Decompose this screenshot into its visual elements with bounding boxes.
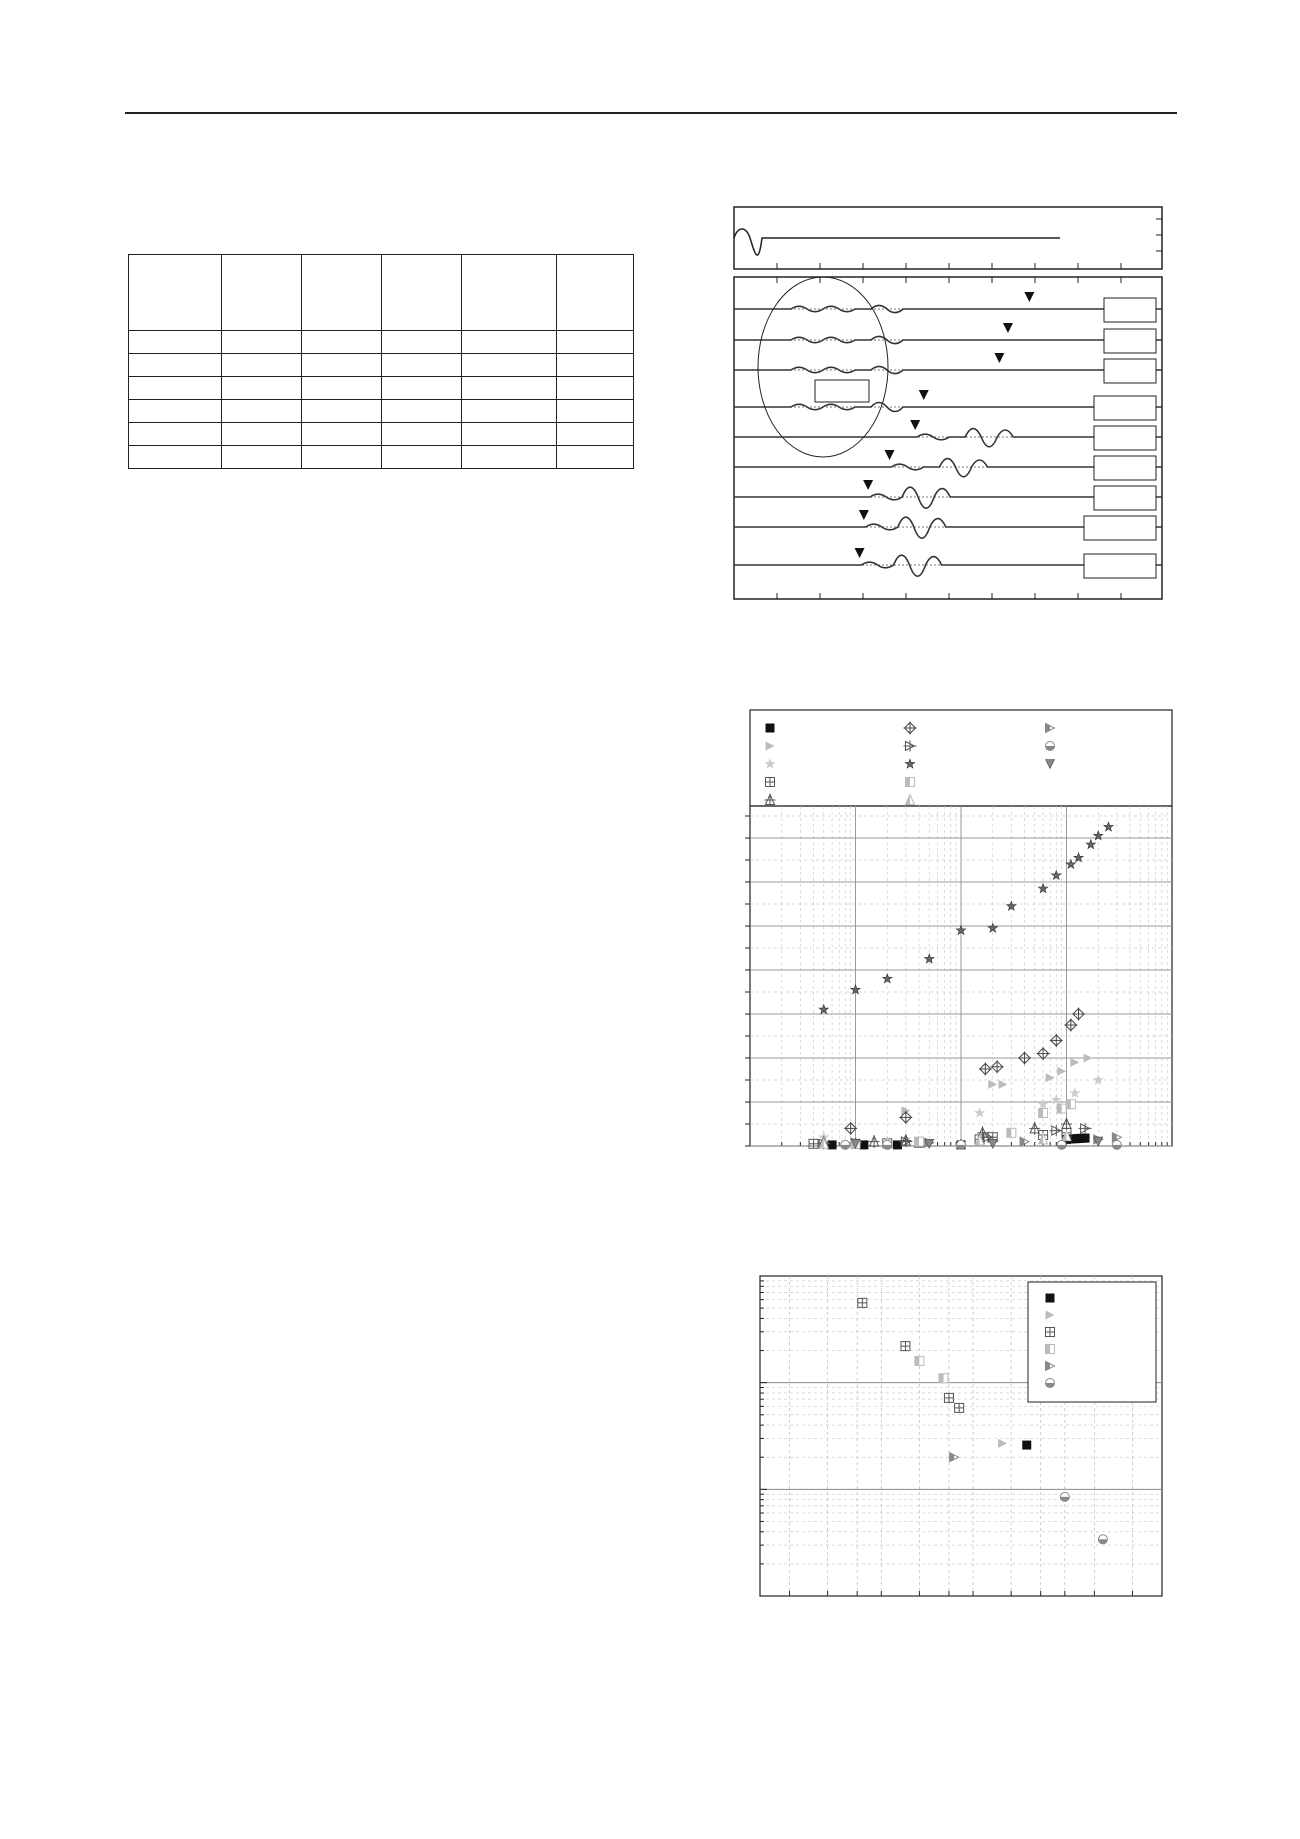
marker-shape [950,1453,955,1462]
data-point [809,1139,818,1148]
data-table [128,254,634,469]
table-cell [462,445,557,468]
table-header-row [129,255,634,331]
arrival-marker [863,480,873,490]
data-point [899,1111,912,1124]
data-point [1060,1492,1069,1501]
table-row [129,400,634,423]
marker-shape [1070,1058,1079,1067]
scatter-chart-log-log [750,1272,1170,1612]
data-point [988,1139,997,1148]
data-point [841,1140,850,1149]
marker-shape [1084,1054,1093,1063]
marker-shape [1074,853,1083,862]
data-point [1104,822,1113,831]
data-point [1072,1008,1085,1021]
trace-label-box [1104,298,1156,322]
trace-label-box [1104,329,1156,353]
marker-shape [988,923,997,932]
table-cell [557,331,634,354]
highlight-ellipse [758,277,888,457]
data-point [1050,1125,1063,1136]
data-point [975,1108,984,1117]
table-cell [302,354,382,377]
arrival-marker [885,450,895,460]
table-cell [462,423,557,446]
data-point [944,1393,953,1402]
table-row [129,331,634,354]
data-point [828,1140,837,1149]
table-cell [129,400,222,423]
table-cell [382,423,462,446]
data-point [901,1342,910,1351]
marker-shape [1057,1104,1062,1113]
table-row [129,445,634,468]
data-point [858,1298,867,1307]
marker-shape [915,1356,920,1365]
marker-shape [1022,1441,1031,1450]
data-point [766,724,775,733]
scatter-chart-linear-log [740,706,1180,1152]
marker-shape [828,1140,837,1149]
series-group [1022,1441,1031,1450]
highlight-label-box [815,380,869,402]
series-group [998,1439,1007,1448]
series-group [1060,1492,1107,1543]
table-cell [129,445,222,468]
table-cell [222,400,302,423]
data-point [915,1356,924,1365]
trace-label-box [1094,486,1156,510]
data-point [1066,1100,1075,1109]
marker-shape [939,1374,944,1383]
data-point [925,954,934,963]
data-point [1046,1294,1055,1303]
marker-shape [1086,840,1095,849]
table-cell [382,445,462,468]
marker-shape [1057,1067,1066,1076]
table-cell [382,354,462,377]
table-cell [462,400,557,423]
table-cell [302,377,382,400]
marker-shape [915,1137,920,1146]
data-point [1084,1054,1093,1063]
table-cell [462,354,557,377]
arrival-marker [910,420,920,430]
data-point [1074,853,1083,862]
series-group [925,1133,1122,1148]
table-cell [302,423,382,446]
table-row [129,377,634,400]
marker-shape [906,778,911,787]
table-cell [302,331,382,354]
marker-shape [998,1439,1007,1448]
table-header-cell [462,255,557,331]
trace-label-box [1104,359,1156,383]
legend-entry [906,778,915,787]
table-cell [462,331,557,354]
legend-box [750,710,1172,806]
header-rule [125,112,1177,114]
legend-entry [1046,1345,1055,1354]
data-point [988,923,997,932]
data-point [1061,1118,1072,1131]
table-cell [129,423,222,446]
table-cell [382,331,462,354]
data-point [1066,859,1075,868]
arrival-marker [1024,292,1034,302]
data-point [869,1135,880,1148]
marker-shape [766,724,775,733]
table-cell [222,445,302,468]
table-cell [557,423,634,446]
data-point [1007,1128,1016,1137]
marker-shape [925,954,934,963]
data-point [1046,1345,1055,1354]
marker-shape [1046,1345,1051,1354]
table-cell [129,331,222,354]
series-group [819,822,1113,1014]
data-point [1046,742,1055,751]
data-point [1039,1109,1048,1118]
table-cell [129,377,222,400]
table-cell [222,423,302,446]
trace-label-box [1094,426,1156,450]
arrival-marker [855,548,865,558]
series-group [915,1356,948,1382]
table-header-cell [557,255,634,331]
data-point [1046,1379,1055,1388]
data-point [1079,1123,1092,1134]
data-point [998,1080,1007,1089]
data-point [950,1453,959,1462]
arrival-marker [994,353,1004,363]
arrival-marker [859,510,869,520]
data-point [1086,840,1095,849]
marker-shape [1039,1109,1044,1118]
trace-label-box [1084,554,1156,578]
table-header-cell [222,255,302,331]
table-cell [222,377,302,400]
data-point [1057,1104,1066,1113]
table-cell [222,354,302,377]
data-point [915,1137,924,1146]
data-point [906,778,915,787]
table-cell [557,354,634,377]
legend-entry [1046,1294,1055,1303]
marker-shape [988,1080,997,1089]
marker-shape [1070,1088,1079,1097]
data-point [1022,1441,1031,1450]
table-cell [129,354,222,377]
table-cell [462,377,557,400]
table-cell [557,445,634,468]
marker-shape [1046,1073,1055,1082]
marker-shape [1046,1294,1055,1303]
data-point [1070,1058,1079,1067]
marker-shape [1066,859,1075,868]
data-point [1057,1067,1066,1076]
data-point [1057,1140,1066,1149]
marker-shape [998,1080,1007,1089]
data-point [1070,1088,1079,1097]
input-waveform [734,229,1060,255]
data-point [859,1140,868,1149]
table-cell [302,445,382,468]
marker-shape [859,1140,868,1149]
trace-label-box [1084,516,1156,540]
data-point [1112,1140,1121,1149]
table-cell [302,400,382,423]
series-group [950,1453,959,1462]
data-point [957,1140,966,1149]
series-group [858,1298,964,1412]
data-point [988,1080,997,1089]
arrival-marker [919,390,929,400]
data-point [1098,1535,1107,1544]
table-cell [222,331,302,354]
data-point [1018,1052,1031,1065]
data-point [883,1140,892,1149]
series-group [844,1008,1085,1135]
marker-shape [1007,1128,1012,1137]
table-header-cell [302,255,382,331]
waveform-chart [730,205,1170,605]
marker-shape [1066,1100,1071,1109]
marker-shape [1104,822,1113,831]
trace-label-box [1094,456,1156,480]
table-header-cell [129,255,222,331]
table-header-cell [382,255,462,331]
data-point [1081,1134,1090,1143]
data-point [979,1063,992,1076]
trace-label-box [1094,396,1156,420]
marker-shape [1020,1137,1025,1146]
arrival-marker [1003,323,1013,333]
table-row [129,423,634,446]
marker-shape [975,1135,980,1145]
marker-shape [988,1139,997,1148]
legend-entry [766,724,775,733]
data-point [955,1403,964,1412]
table-cell [557,400,634,423]
marker-shape [975,1108,984,1117]
data-point [998,1439,1007,1448]
table-cell [382,377,462,400]
marker-shape [1081,1134,1090,1143]
legend-entry [1046,1379,1055,1388]
data-point [939,1374,948,1383]
data-point [1046,1073,1055,1082]
table-cell [557,377,634,400]
table-cell [382,400,462,423]
legend-entry [1046,742,1055,751]
table-row [129,354,634,377]
